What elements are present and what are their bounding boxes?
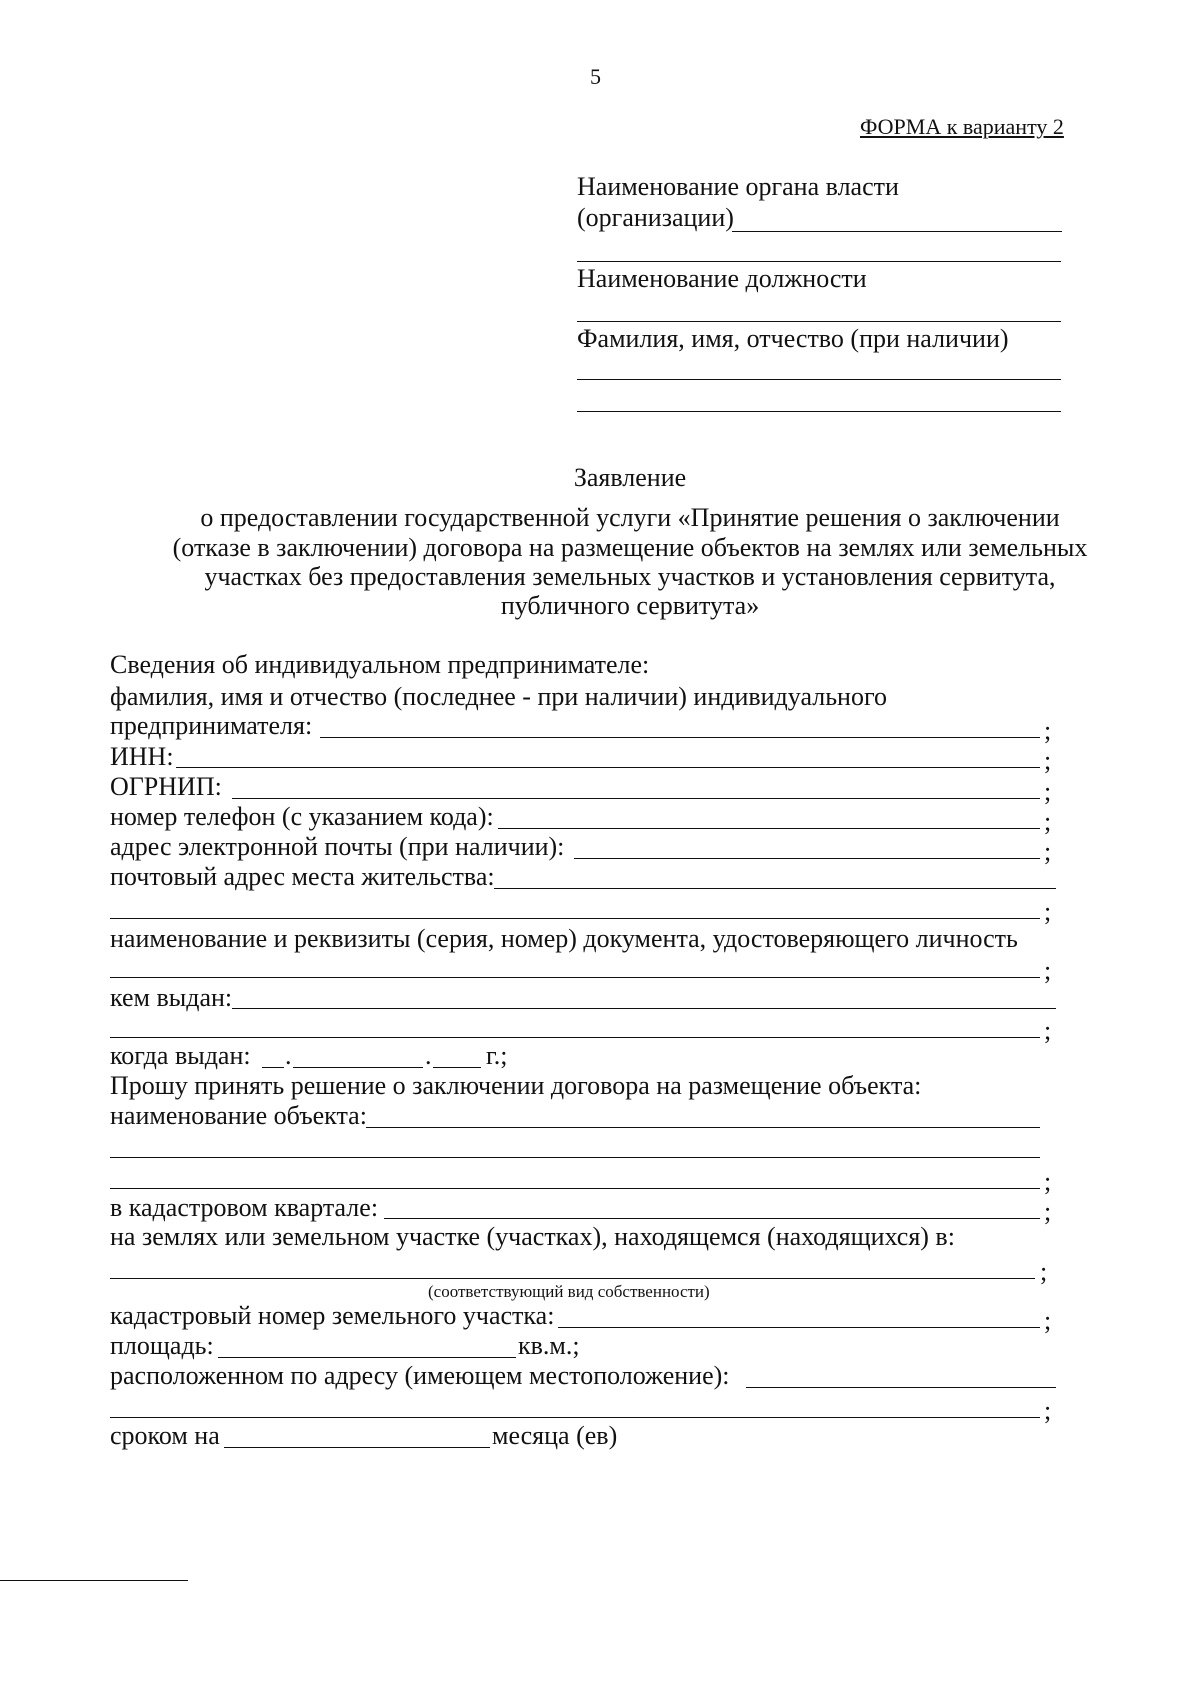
semicolon: ; bbox=[1044, 1306, 1052, 1335]
cadastral-quarter-label: в кадастровом квартале: bbox=[110, 1193, 379, 1222]
area-unit: кв.м.; bbox=[518, 1331, 580, 1360]
addressee-position-field[interactable] bbox=[577, 321, 1061, 322]
inn-label: ИНН: bbox=[110, 742, 174, 771]
issued-by-field[interactable] bbox=[232, 1008, 1056, 1009]
inn-field[interactable] bbox=[176, 767, 1040, 768]
semicolon: ; bbox=[1044, 1197, 1052, 1226]
semicolon: ; bbox=[1044, 716, 1052, 745]
addressee-position: Наименование должности bbox=[577, 264, 867, 293]
object-name-field-3[interactable] bbox=[110, 1188, 1040, 1189]
object-name-field-2[interactable] bbox=[110, 1157, 1040, 1158]
applicant-fio-field[interactable] bbox=[320, 737, 1040, 738]
issued-by-label: кем выдан: bbox=[110, 983, 233, 1012]
date-separator: . bbox=[285, 1041, 292, 1070]
ogrnip-field[interactable] bbox=[232, 798, 1040, 799]
postal-address-field[interactable] bbox=[494, 888, 1056, 889]
applicant-fio-label: фамилия, имя и отчество (последнее - при наличии) индивидуального bbox=[110, 682, 887, 711]
lands-label: на землях или земельном участке (участках), находящемся (находящихся) в: bbox=[110, 1222, 955, 1251]
semicolon: ; bbox=[1040, 1257, 1048, 1286]
addressee-fio-field[interactable] bbox=[577, 379, 1061, 380]
semicolon: ; bbox=[1044, 1016, 1052, 1045]
id-document-field[interactable] bbox=[110, 977, 1040, 978]
date-separator: . bbox=[425, 1041, 432, 1070]
issued-year-field[interactable] bbox=[433, 1067, 481, 1068]
issued-day-field[interactable] bbox=[262, 1067, 284, 1068]
postal-address-label: почтовый адрес места жительства: bbox=[110, 862, 495, 891]
semicolon: ; bbox=[1044, 956, 1052, 985]
request-intro: Прошу принять решение о заключении договора на размещение объекта: bbox=[110, 1071, 922, 1100]
area-label: площадь: bbox=[110, 1331, 214, 1360]
document-title-line: о предоставлении государственной услуги «Принятие решения о заключении bbox=[200, 503, 1060, 532]
issued-month-field[interactable] bbox=[293, 1067, 423, 1068]
semicolon: ; bbox=[1044, 777, 1052, 806]
year-suffix: г.; bbox=[486, 1041, 508, 1070]
address-label: расположенном по адресу (имеющем местоположение): bbox=[110, 1361, 730, 1390]
semicolon: ; bbox=[1044, 1396, 1052, 1425]
object-name-field[interactable] bbox=[366, 1127, 1040, 1128]
email-field[interactable] bbox=[574, 858, 1040, 859]
addressee-org-line2: (организации) bbox=[577, 203, 734, 232]
cadastral-number-label: кадастровый номер земельного участка: bbox=[110, 1301, 555, 1330]
document-title-line: публичного сервитута» bbox=[500, 591, 760, 620]
term-unit: месяца (ев) bbox=[492, 1421, 618, 1450]
semicolon: ; bbox=[1044, 807, 1052, 836]
semicolon: ; bbox=[1044, 746, 1052, 775]
document-heading: Заявление bbox=[573, 463, 687, 492]
term-label: сроком на bbox=[110, 1421, 220, 1450]
address-field-2[interactable] bbox=[110, 1417, 1040, 1418]
object-name-label: наименование объекта: bbox=[110, 1101, 367, 1130]
semicolon: ; bbox=[1044, 837, 1052, 866]
semicolon: ; bbox=[1044, 897, 1052, 926]
ownership-hint: (соответствующий вид собственности) bbox=[428, 1282, 710, 1301]
postal-address-field-2[interactable] bbox=[110, 918, 1040, 919]
address-field[interactable] bbox=[746, 1387, 1056, 1388]
addressee-org-field-2[interactable] bbox=[577, 261, 1061, 262]
addressee-org-line1: Наименование органа власти bbox=[577, 172, 899, 201]
applicant-fio-label-2: предпринимателя: bbox=[110, 711, 313, 740]
term-field[interactable] bbox=[224, 1447, 490, 1448]
email-label: адрес электронной почты (при наличии): bbox=[110, 832, 565, 861]
ownership-field[interactable] bbox=[110, 1278, 1035, 1279]
phone-field[interactable] bbox=[498, 828, 1040, 829]
phone-label: номер телефон (с указанием кода): bbox=[110, 802, 494, 831]
issued-by-field-2[interactable] bbox=[110, 1037, 1040, 1038]
ogrnip-label: ОГРНИП: bbox=[110, 772, 222, 801]
semicolon: ; bbox=[1044, 1167, 1052, 1196]
applicant-section-label: Сведения об индивидуальном предпринимателе: bbox=[110, 650, 650, 679]
addressee-fio: Фамилия, имя, отчество (при наличии) bbox=[577, 324, 1009, 353]
id-document-label: наименование и реквизиты (серия, номер) документа, удостоверяющего личность bbox=[110, 924, 1018, 953]
addressee-fio-field-2[interactable] bbox=[577, 411, 1061, 412]
area-field[interactable] bbox=[218, 1357, 516, 1358]
form-label: ФОРМА к варианту 2 bbox=[860, 114, 1064, 139]
document-title-line: (отказе в заключении) договора на размещение объектов на землях или земельных bbox=[172, 533, 1088, 562]
page-number: 5 bbox=[590, 64, 601, 89]
cadastral-quarter-field[interactable] bbox=[384, 1218, 1040, 1219]
issued-when-label: когда выдан: bbox=[110, 1041, 251, 1070]
addressee-org-field[interactable] bbox=[732, 231, 1062, 232]
footnote-separator bbox=[0, 1580, 188, 1581]
cadastral-number-field[interactable] bbox=[558, 1327, 1040, 1328]
document-title-line: участках без предоставления земельных участков и установления сервитута, bbox=[204, 562, 1056, 591]
